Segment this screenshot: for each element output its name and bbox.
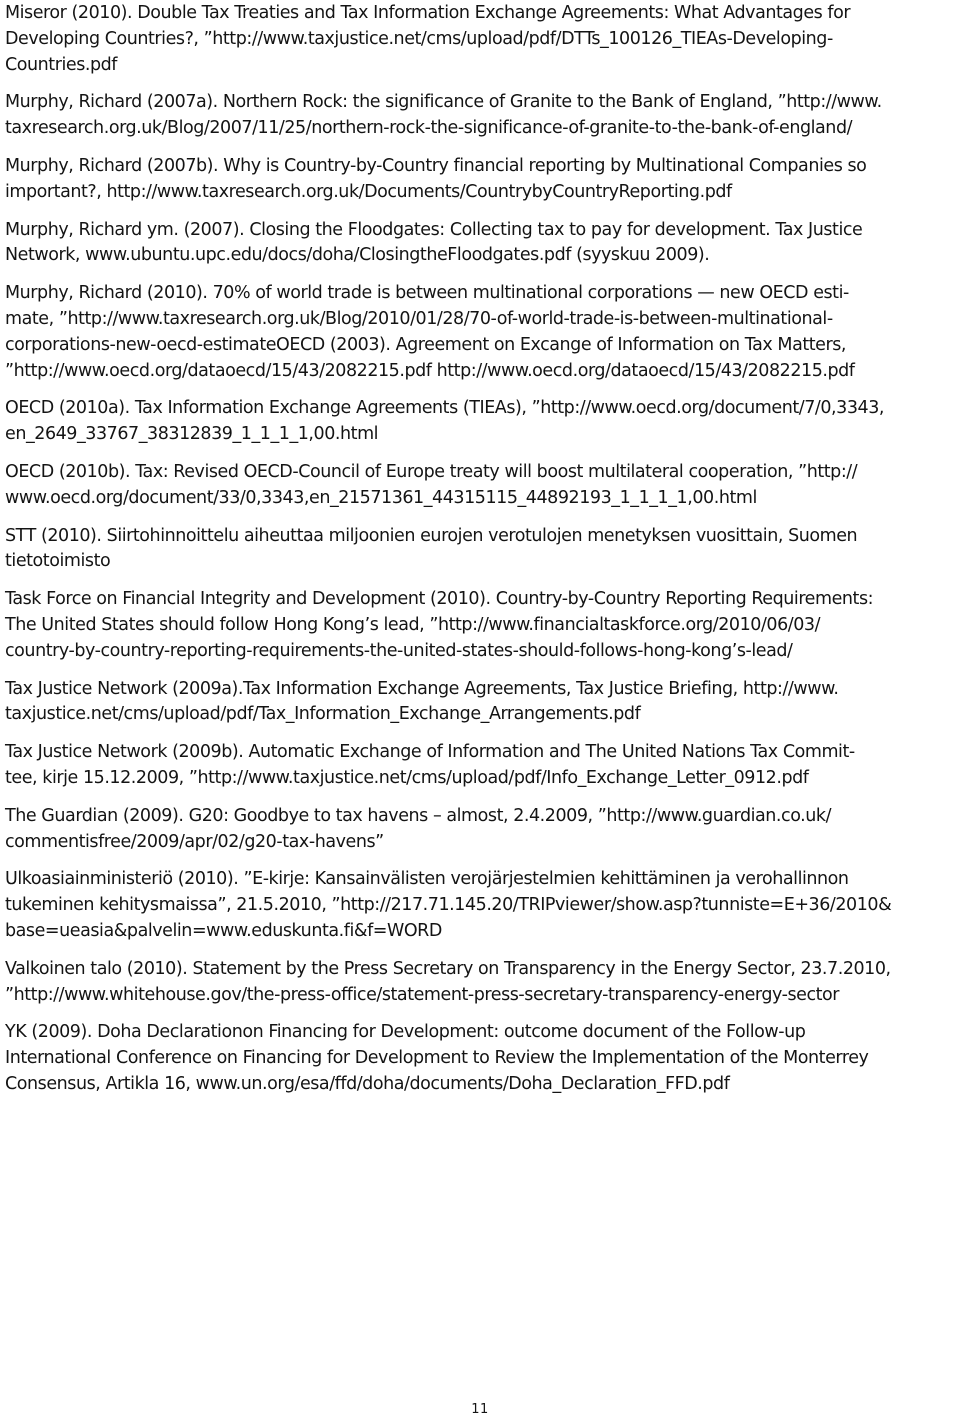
reference-entry-tjn-2009b — [5, 740, 953, 792]
reference-list — [5, 1, 953, 1110]
reference-line: ”http://www.whitehouse.gov/the-press-office/statement-press-secretary-transparency-energy-sector — [5, 984, 840, 1005]
reference-line: Murphy, Richard ym. (2007). Closing the Floodgates: Collecting tax to pay for development. Tax Justice — [5, 219, 863, 240]
reference-line: country-by-country-reporting-requirements-the-united-states-should-follows-hong-kong’s-lead/ — [5, 640, 793, 661]
reference-line: Network, www.ubuntu.upc.edu/docs/doha/ClosingtheFloodgates.pdf (syyskuu 2009). — [5, 245, 710, 266]
reference-line: Murphy, Richard (2007a). Northern Rock: the significance of Granite to the Bank of England, ”http://www. — [5, 92, 882, 113]
reference-entry-miseror-2010 — [5, 1, 953, 78]
reference-entry-ulkoasiainministerio-2010 — [5, 867, 953, 944]
reference-line: tee, kirje 15.12.2009, ”http://www.taxjustice.net/cms/upload/pdf/Info_Exchange_Letter_0912.pdf — [5, 767, 809, 788]
reference-line: Ulkoasiainministeriö (2010). ”E-kirje: Kansainvälisten verojärjestelmien kehittäminen ja verohallinnon — [5, 869, 849, 890]
reference-entry-tjn-2009a — [5, 677, 953, 729]
reference-line: ”http://www.oecd.org/dataoecd/15/43/2082215.pdf http://www.oecd.org/dataoecd/15/43/2082215.pdf — [5, 360, 855, 381]
reference-line: Valkoinen talo (2010). Statement by the Press Secretary on Transparency in the Energy Sector, 23.7.2010, — [5, 958, 891, 979]
reference-entry-oecd-2010a — [5, 396, 953, 448]
reference-line: commentisfree/2009/apr/02/g20-tax-havens” — [5, 831, 384, 852]
reference-line: STT (2010). Siirtohinnoittelu aiheuttaa miljoonien eurojen verotulojen menetyksen vuosittain, Suomen — [5, 525, 858, 546]
reference-line: International Conference on Financing for Development to Review the Implementation of the Monterrey — [5, 1048, 869, 1069]
reference-entry-murphy-2007 — [5, 218, 953, 270]
reference-line: mate, ”http://www.taxresearch.org.uk/Blog/2010/01/28/70-of-world-trade-is-between-multinational- — [5, 308, 833, 329]
reference-line: tukeminen kehitysmaissa”, 21.5.2010, ”http://217.71.145.20/TRIPviewer/show.asp?tunniste=E+36/2010& — [5, 895, 892, 916]
reference-line: Murphy, Richard (2010). 70% of world trade is between multinational corporations — new OECD esti- — [5, 283, 849, 304]
reference-line: Tax Justice Network (2009a).Tax Information Exchange Agreements, Tax Justice Briefing, http://www. — [5, 678, 839, 699]
reference-line: Developing Countries?, ”http://www.taxjustice.net/cms/upload/pdf/DTTs_100126_TIEAs-Developing- — [5, 28, 833, 49]
reference-line: taxjustice.net/cms/upload/pdf/Tax_Information_Exchange_Arrangements.pdf — [5, 704, 641, 725]
reference-line: Tax Justice Network (2009b). Automatic Exchange of Information and The United Nations Tax Commit- — [5, 742, 855, 763]
reference-line: en_2649_33767_38312839_1_1_1_1,00.html — [5, 424, 379, 445]
reference-line: The United States should follow Hong Kong’s lead, ”http://www.financialtaskforce.org/2010/06/03/ — [5, 614, 821, 635]
reference-line: Countries.pdf — [5, 54, 118, 75]
reference-line: OECD (2010a). Tax Information Exchange Agreements (TIEAs), ”http://www.oecd.org/document/7/0,3343, — [5, 398, 884, 419]
reference-line: Task Force on Financial Integrity and Development (2010). Country-by-Country Reporting Requirements: — [5, 589, 874, 610]
page-number: 11 — [471, 1402, 489, 1417]
reference-line: www.oecd.org/document/33/0,3343,en_21571361_44315115_44892193_1_1_1_1,00.html — [5, 487, 757, 508]
reference-entry-valkoinen-talo-2010 — [5, 957, 953, 1009]
reference-entry-task-force-2010 — [5, 587, 953, 664]
reference-line: tietotoimisto — [5, 551, 111, 572]
reference-line: Murphy, Richard (2007b). Why is Country-by-Country financial reporting by Multinational Companies so — [5, 155, 867, 176]
reference-line: corporations-new-oecd-estimateOECD (2003). Agreement on Excange of Information on Tax Matters, — [5, 334, 847, 355]
reference-line: taxresearch.org.uk/Blog/2007/11/25/northern-rock-the-significance-of-granite-to-the-bank-of-england/ — [5, 118, 853, 139]
reference-line: base=ueasia&palvelin=www.eduskunta.fi&f=WORD — [5, 920, 442, 941]
reference-line: important?, http://www.taxresearch.org.uk/Documents/CountrybyCountryReporting.pdf — [5, 181, 732, 202]
reference-entry-oecd-2010b — [5, 460, 953, 512]
reference-entry-yk-2009 — [5, 1020, 953, 1097]
reference-line: Consensus, Artikla 16, www.un.org/esa/ffd/doha/documents/Doha_Declaration_FFD.pdf — [5, 1073, 730, 1094]
reference-line: OECD (2010b). Tax: Revised OECD-Council of Europe treaty will boost multilateral cooperation, ”http:// — [5, 461, 858, 482]
reference-entry-stt-2010 — [5, 524, 953, 576]
reference-entry-murphy-2007b — [5, 154, 953, 206]
reference-line: YK (2009). Doha Declarationon Financing for Development: outcome document of the Follow-up — [5, 1022, 806, 1043]
reference-entry-murphy-2010 — [5, 281, 953, 384]
reference-entry-murphy-2007a — [5, 90, 953, 142]
reference-line: Miseror (2010). Double Tax Treaties and Tax Information Exchange Agreements: What Advantages for — [5, 3, 851, 23]
reference-line: The Guardian (2009). G20: Goodbye to tax havens – almost, 2.4.2009, ”http://www.guardian.co.uk/ — [5, 805, 832, 826]
reference-entry-guardian-2009 — [5, 804, 953, 856]
